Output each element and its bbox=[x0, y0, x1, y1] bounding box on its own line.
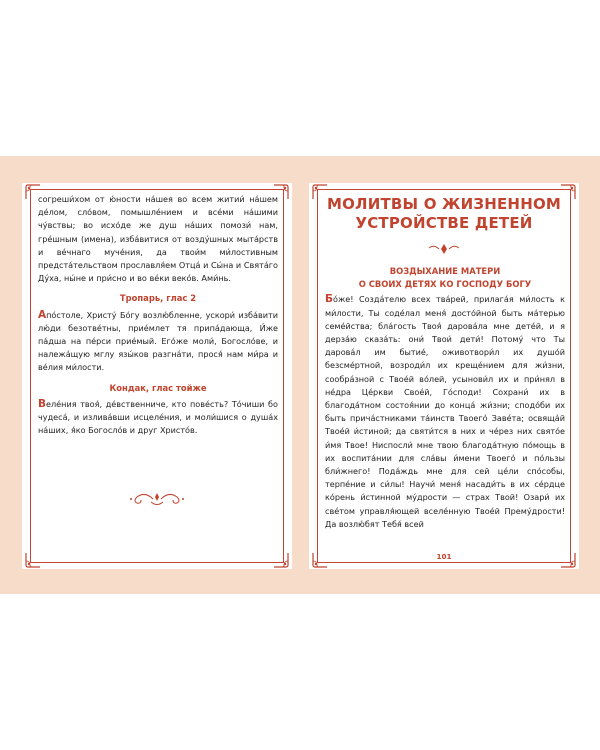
mother-prayer-paragraph bbox=[325, 293, 565, 531]
troparion-paragraph bbox=[38, 309, 278, 375]
right-page bbox=[309, 183, 579, 569]
kontakion-text: еле́ния твоя́, де́вственниче, кто пове́сть? То́чиши бо чудеса́, и излива́вши исцеле́ния, и моли́шися о душа́х на́ших, я́ко Богосло́в и друг Христо́в. bbox=[38, 398, 278, 436]
troparion-drop-letter: А bbox=[38, 308, 47, 321]
title-line-1: МОЛИТВЫ О ЖИЗНЕННОМ bbox=[326, 195, 562, 213]
title-divider-ornament-icon bbox=[309, 241, 579, 260]
bottom-flourish-ornament-icon bbox=[22, 489, 292, 513]
kontakion-paragraph bbox=[38, 398, 278, 438]
page-number: 101 bbox=[436, 552, 452, 561]
subheading-line-2: О СВОИХ ДЕТЯХ КО ГОСПОДУ БОГУ bbox=[358, 279, 532, 290]
troparion-heading: Тропарь, глас 2 bbox=[119, 293, 197, 304]
kontakion-heading: Кондак, глас тойже bbox=[109, 382, 207, 393]
corner-ornament-icon bbox=[24, 551, 42, 569]
prayer-body-text: о́же! Созда́телю всех тва́рей, прилага́я ми́лость к ми́лости, Ты соде́лал меня́ досто́йной быть ма́терью семе́йства; бла́гость Твоя́ дарова́ла мне дете́й, и я дерза́ю сказа́ть: они́ Твои́ дети́! Потому́ что Ты дарова́л им бытие́, оживотвори́л их душо́й безсме́ртной, возроди́л их креще́нием для жи́зни, сообра́зной с Твое́й во́лей, усынови́л их и при́нял в не́дра Це́ркви Свое́й, Го́споди! Сохрани́ их в благода́тном состоя́нии до конца́ жи́зни; сподо́би их быть прича́стниками та́инств Твоего́ Заве́та; освяща́й Твое́й и́стиной; да святи́тся в них и че́рез них свято́е и́мя Твое! Ниспосли́ мне твою благода́тную по́мощь в их воспита́нии для сла́вы и́мени Твоего́ и по́льзы бли́жнего! Пода́ждь мне для сей це́ли спо́собы, терпе́ние и си́лы! Научи́ меня́ насади́ть в их се́рдце ко́рень и́стинной му́дрости — страх Твой! Озари́ их све́том управля́ющей вселе́нную Твое́й Прему́дрости! Да возлю́бят Тебя́ всей bbox=[325, 294, 565, 529]
left-page-content bbox=[38, 193, 278, 437]
corner-ornament-icon bbox=[272, 551, 290, 569]
right-page-content bbox=[325, 265, 565, 531]
troparion-text: по́столе, Христу́ Бо́гу возлю́бленне, ускори́ изба́вити лю́ди безотве́тны, прие́млет тя припа́дающа, И́же па́дша на пе́рси прие́мый. Его́же моли́, Богосло́ве, и належа́щую мглу язы́ков разгна́ти, прося́ нам ми́ра и ве́лия ми́лости. bbox=[38, 309, 278, 373]
subheading-line-1: ВОЗДЫХАНИЕ МАТЕРИ bbox=[389, 266, 501, 276]
page-title bbox=[321, 195, 567, 233]
title-line-2: УСТРОЙСТВЕ ДЕТЕЙ bbox=[355, 214, 533, 232]
opening-prayer-text: согреши́хом от ю́ности на́шея во всем житии́ на́шем де́лом, сло́вом, помышле́нием и все́ми на́шими чу́вствы; во исхо́де же душ на́ших помози́ нам, гре́шным (имена), изба́витися от возду́шных мыта́рств и ве́чнаго муче́ния, да твои́м ми́лостивным предста́тельством прославля́ем Отца́ и Сы́на и Свята́го Ду́ха, ны́не и при́сно и во ве́ки веко́в. Ами́нь. bbox=[38, 194, 278, 284]
kontakion-drop-letter: В bbox=[38, 397, 47, 410]
prayer-drop-letter: Б bbox=[325, 293, 334, 306]
left-page bbox=[22, 183, 292, 569]
